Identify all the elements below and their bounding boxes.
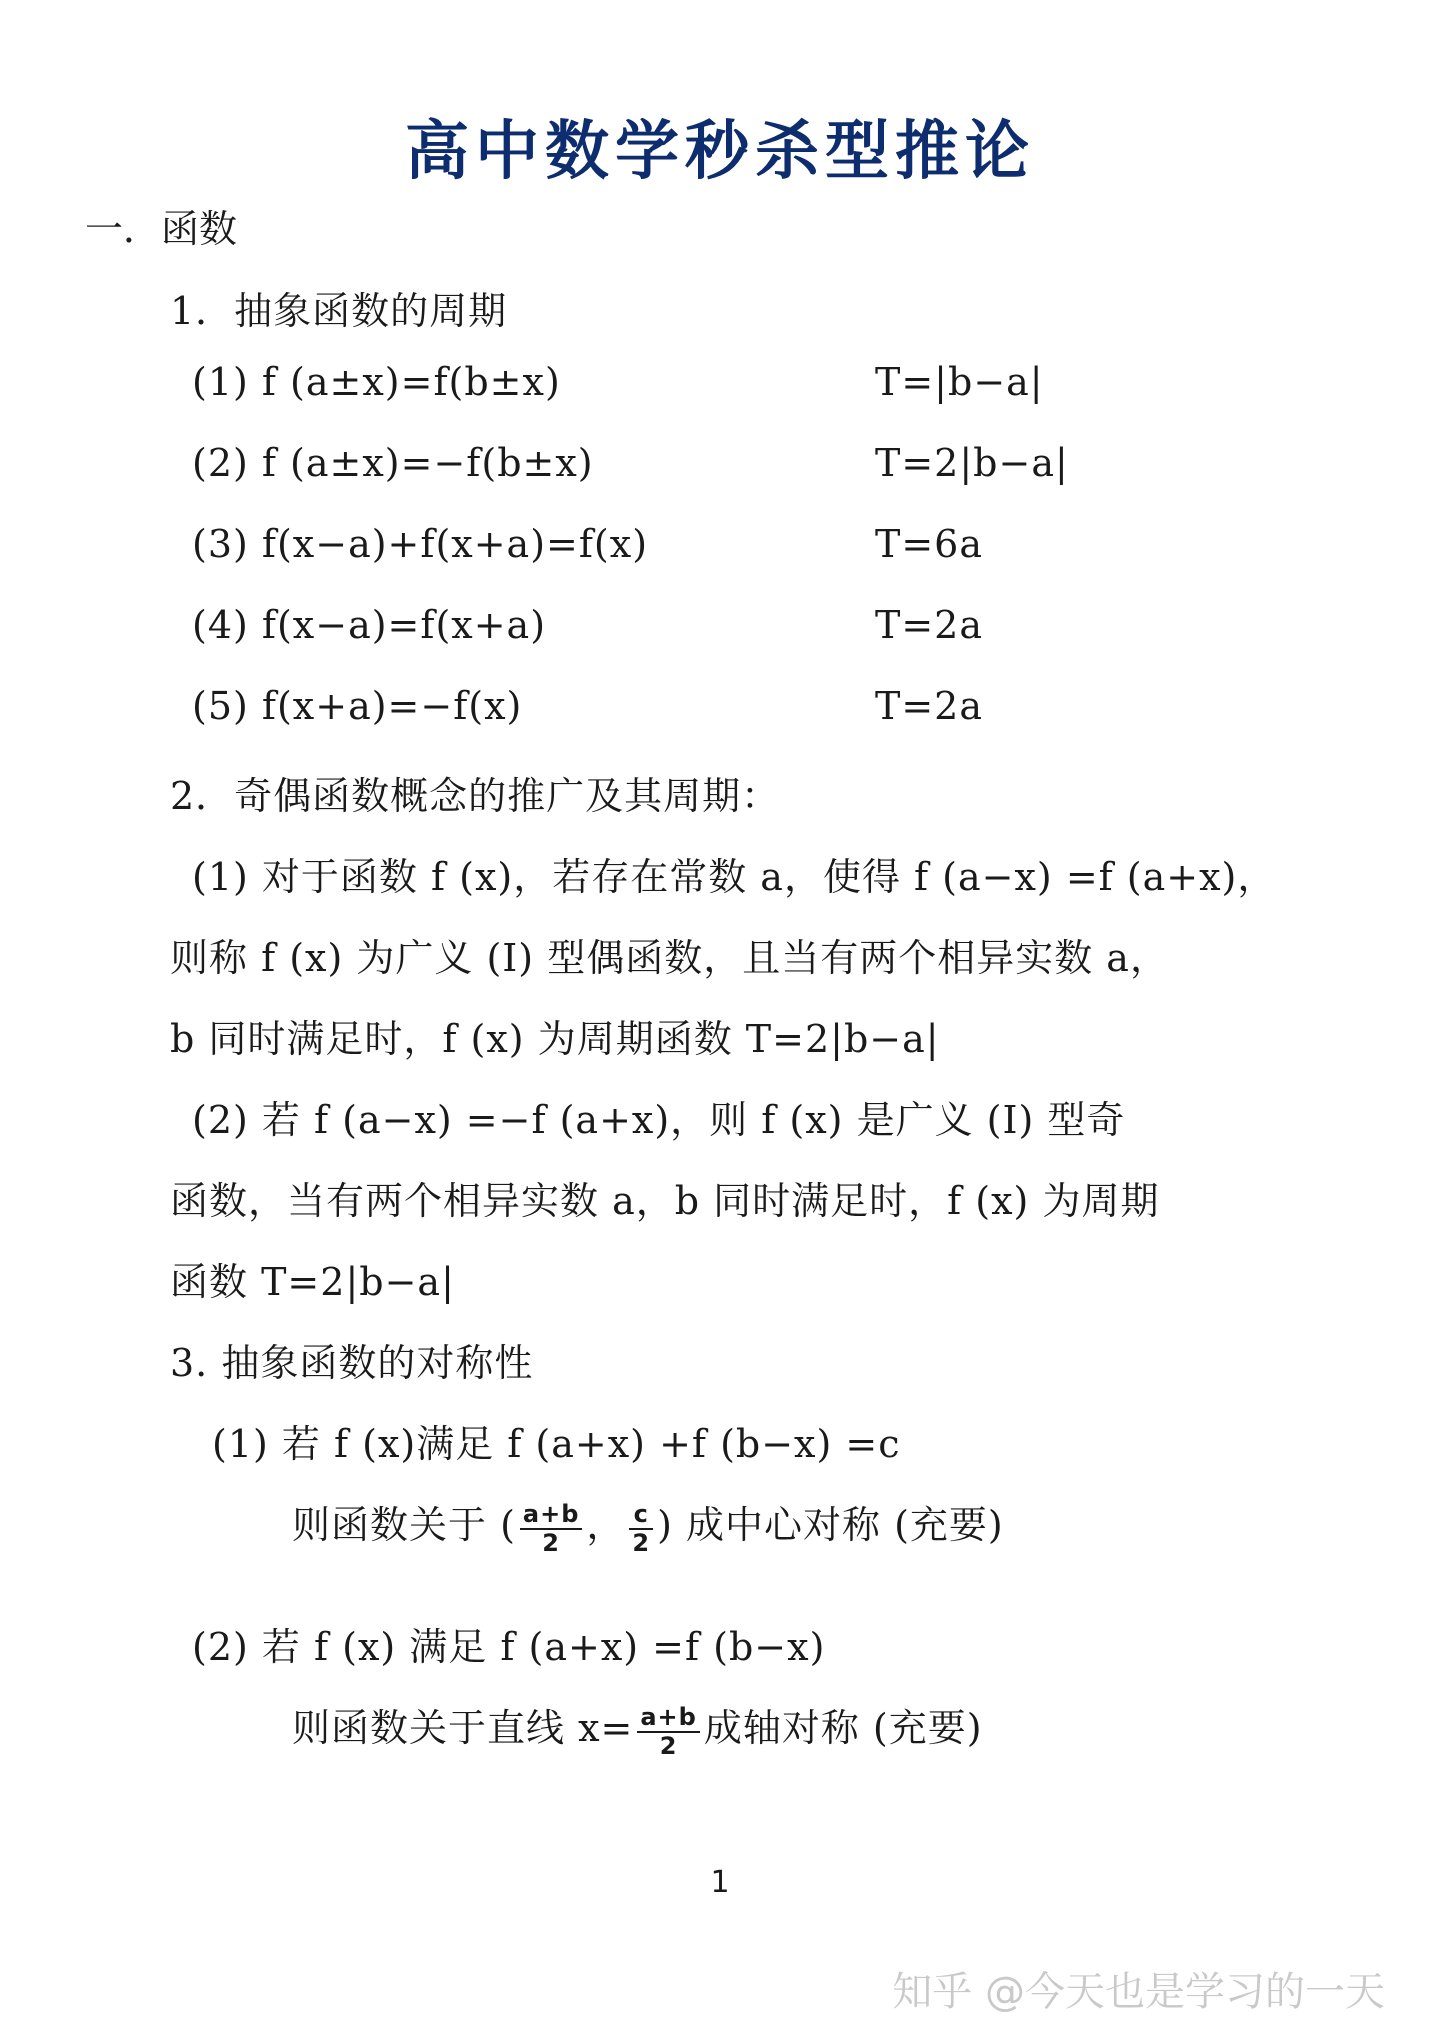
symmetry-2-pre: 则函数关于直线 x=: [292, 1706, 634, 1750]
parity-line-4: (2) 若 f (a−x) =−f (a+x)，则 f (x) 是广义 (Ⅰ) 型奇: [192, 1098, 1126, 1142]
period-formula-2: (2) f (a±x)=−f(b±x): [192, 441, 594, 485]
symmetry-1-post: ) 成中心对称 (充要): [657, 1503, 1004, 1547]
symmetry-condition-2: (2) 若 f (x) 满足 f (a+x) =f (b−x): [192, 1625, 826, 1669]
period-formula-1: (1) f (a±x)=f(b±x): [192, 360, 561, 404]
period-result-5: T=2a: [875, 684, 984, 728]
sub-heading-symmetry: 3. 抽象函数的对称性: [170, 1341, 534, 1385]
parity-line-1: (1) 对于函数 f (x)，若存在常数 a，使得 f (a−x) =f (a+x)，: [192, 855, 1277, 899]
fraction-c-over-2: $\frac{c}{2}$: [629, 1501, 653, 1556]
symmetry-1-pre: 则函数关于 (: [292, 1503, 516, 1547]
period-formula-3: (3) f(x−a)+f(x+a)=f(x): [192, 522, 649, 566]
symmetry-conclusion-2: [292, 1697, 983, 1759]
period-result-3: T=6a: [875, 522, 984, 566]
period-formula-4: (4) f(x−a)=f(x+a): [192, 603, 547, 647]
parity-line-6: 函数 T=2|b−a|: [170, 1260, 455, 1304]
page-number: 1: [710, 1865, 730, 1900]
period-formula-5: (5) f(x+a)=−f(x): [192, 684, 523, 728]
parity-line-2: 则称 f (x) 为广义 (Ⅰ) 型偶函数，且当有两个相异实数 a，: [170, 936, 1169, 980]
fraction-axis-a-plus-b-over-2: $\frac{a+b}{2}$: [637, 1704, 699, 1759]
page-title: 高中数学秒杀型推论: [405, 114, 1035, 189]
section-heading-functions: 一．函数: [85, 207, 238, 251]
symmetry-1-comma: ，: [586, 1503, 626, 1547]
symmetry-condition-1: (1) 若 f (x)满足 f (a+x) +f (b−x) =c: [212, 1422, 901, 1466]
parity-line-3: b 同时满足时，f (x) 为周期函数 T=2|b−a|: [170, 1017, 940, 1061]
sub-heading-parity: 2．奇偶函数概念的推广及其周期：: [170, 774, 781, 818]
symmetry-conclusion-1: [292, 1494, 1004, 1556]
period-result-1: T=|b−a|: [875, 360, 1044, 404]
zhihu-watermark: 知乎 @今天也是学习的一天: [892, 1969, 1385, 2015]
fraction-a-plus-b-over-2: $\frac{a+b}{2}$: [520, 1501, 582, 1556]
symmetry-2-post: 成轴对称 (充要): [703, 1706, 983, 1750]
period-result-4: T=2a: [875, 603, 984, 647]
sub-heading-period: 1．抽象函数的周期: [170, 289, 508, 333]
period-result-2: T=2|b−a|: [875, 441, 1069, 485]
parity-line-5: 函数，当有两个相异实数 a，b 同时满足时，f (x) 为周期: [170, 1179, 1160, 1223]
